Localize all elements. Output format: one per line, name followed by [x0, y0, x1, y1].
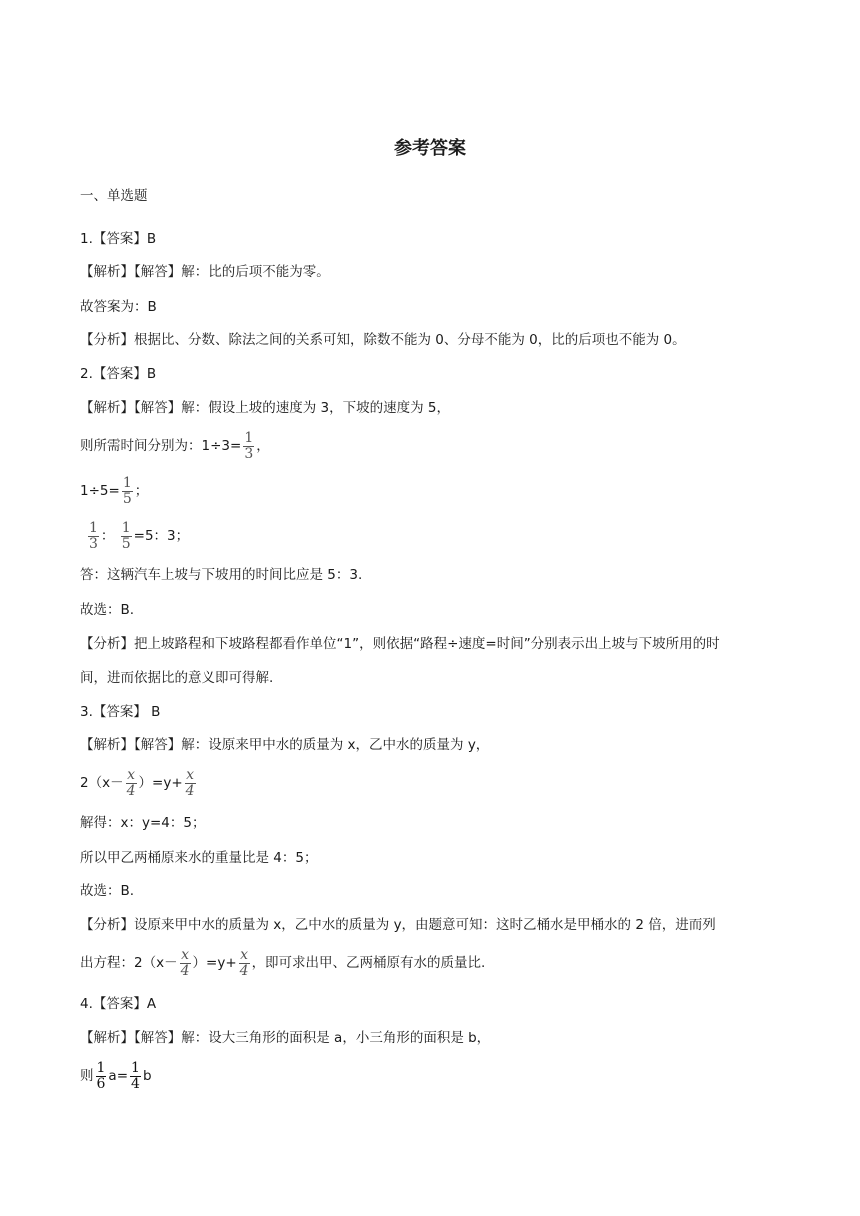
q1-reasoning: 【分析】根据比、分数、除法之间的关系可知，除数不能为 0、分母不能为 0，比的后项也不能为 0。 [80, 332, 686, 348]
q2-analysis: 【解析】【解答】解：假设上坡的速度为 3，下坡的速度为 5， [80, 400, 451, 416]
q2-conclusion: 答：这辆汽车上坡与下坡用的时间比应是 5：3. [80, 567, 363, 583]
q4-analysis: 【解析】【解答】解：设大三角形的面积是 a，小三角形的面积是 b， [80, 1030, 491, 1046]
fraction-one-fifth: $\frac{1}{5}$ [121, 519, 131, 552]
fraction-x-over-4: $\frac{x}{4}$ [239, 946, 249, 979]
fraction-one-quarter: $\frac{1}{4}$ [131, 1059, 140, 1092]
q3-reasoning-1: 【分析】设原来甲中水的质量为 x，乙中水的质量为 y，由题意可知：这时乙桶水是甲桶水的 2 倍，进而列 [80, 917, 716, 933]
fraction-one-fifth: $\frac{1}{5}$ [122, 474, 132, 507]
q4-equation: 则 $\frac{1}{6}$ a= $\frac{1}{4}$ b [80, 1059, 152, 1092]
section-heading: 一、单选题 [80, 188, 148, 204]
q2-time-a-prefix: 则所需时间分别为：1÷3= [80, 438, 242, 454]
q2-final-answer: 故选：B. [80, 602, 135, 618]
fraction-one-sixth: $\frac{1}{6}$ [96, 1059, 106, 1092]
q3-equation: 2（x－ $\frac{x}{4}$ ）=y+ $\frac{x}{4}$ [80, 766, 195, 799]
q3-final-answer: 故选：B. [80, 883, 135, 899]
q1-answer: 1.【答案】B [80, 231, 157, 247]
q2-time-a: 则所需时间分别为：1÷3= $\frac{1}{3}$ ， [80, 429, 270, 462]
q2-time-b-prefix: 1÷5= [80, 483, 120, 499]
q1-final-answer: 故答案为：B [80, 299, 157, 315]
q3-solution: 解得：x：y=4：5； [80, 815, 206, 831]
fraction-x-over-4: $\frac{x}{4}$ [126, 766, 136, 799]
page-title: 参考答案 [394, 138, 466, 159]
fraction-one-third: $\frac{1}{3}$ [89, 519, 98, 552]
q3-reasoning-2: 出方程：2（x－ $\frac{x}{4}$ ）=y+ $\frac{x}{4}$ ，即可求出甲、乙两桶原有水的质量比. [80, 946, 486, 979]
q3-ratio: 所以甲乙两桶原来水的重量比是 4：5； [80, 850, 318, 866]
q1-analysis: 【解析】【解答】解：比的后项不能为零。 [80, 264, 330, 280]
q2-reasoning-1: 【分析】把上坡路程和下坡路程都看作单位“1”，则依据“路程÷速度=时间”分别表示出上坡与下坡所用的时 [80, 636, 720, 652]
fraction-x-over-4: $\frac{x}{4}$ [185, 766, 195, 799]
q2-ratio: $\frac{1}{3}$ ： $\frac{1}{5}$ =5：3； [89, 519, 190, 552]
fraction-x-over-4: $\frac{x}{4}$ [180, 946, 190, 979]
q2-time-b: 1÷5= $\frac{1}{5}$ ； [80, 474, 149, 507]
q2-answer: 2.【答案】B [80, 366, 157, 382]
q4-answer: 4.【答案】A [80, 996, 157, 1012]
q2-reasoning-2: 间，进而依据比的意义即可得解. [80, 670, 274, 686]
fraction-one-third: $\frac{1}{3}$ [244, 429, 254, 462]
q3-answer: 3.【答案】 B [80, 704, 161, 720]
q3-analysis: 【解析】【解答】解：设原来甲中水的质量为 x，乙中水的质量为 y， [80, 737, 490, 753]
